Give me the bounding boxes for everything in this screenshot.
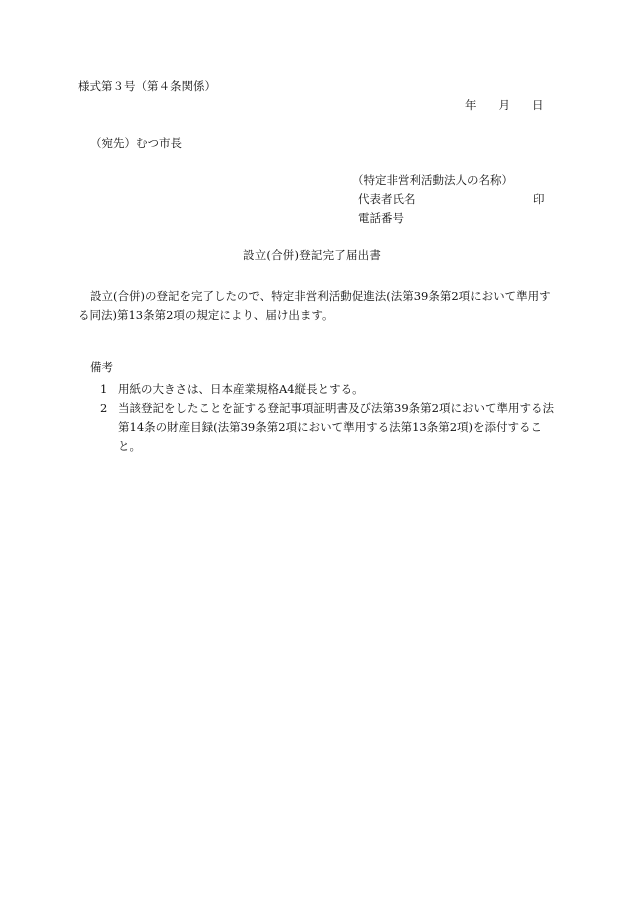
date-line <box>465 100 544 112</box>
remark-text: 当該登記をしたことを証する登記事項証明書及び法第39条第2項において準用する法第14条の財産目録(法第39条第2項において準用する法第13条第2項)を添付すること。 <box>118 401 554 453</box>
recipient: （宛先）むつ市長 <box>90 136 182 150</box>
remark-number: 1 <box>100 382 108 396</box>
seal-label: 印 <box>533 192 545 206</box>
form-number: 様式第３号（第４条関係） <box>78 79 216 93</box>
remark-item <box>100 399 560 456</box>
remark-number: 2 <box>100 401 108 415</box>
date-day-label: 日 <box>532 98 544 112</box>
date-year-label: 年 <box>465 98 477 112</box>
org-name-label: （特定非営利活動法人の名称） <box>352 173 513 187</box>
remark-text: 用紙の大きさは、日本産業規格A4縦長とする。 <box>118 382 364 396</box>
date-month-label: 月 <box>498 98 510 112</box>
document-title: 設立(合併)登記完了届出書 <box>243 248 382 262</box>
representative-label: 代表者氏名 <box>358 192 416 206</box>
remarks-heading: 備考 <box>90 360 113 374</box>
remark-item <box>100 380 560 399</box>
phone-label: 電話番号 <box>358 211 404 225</box>
body-paragraph: 設立(合併)の登記を完了したので、特定非営利活動促進法(法第39条第2項において準用する同法)第13条第2項の規定により、届け出ます。 <box>78 289 551 322</box>
